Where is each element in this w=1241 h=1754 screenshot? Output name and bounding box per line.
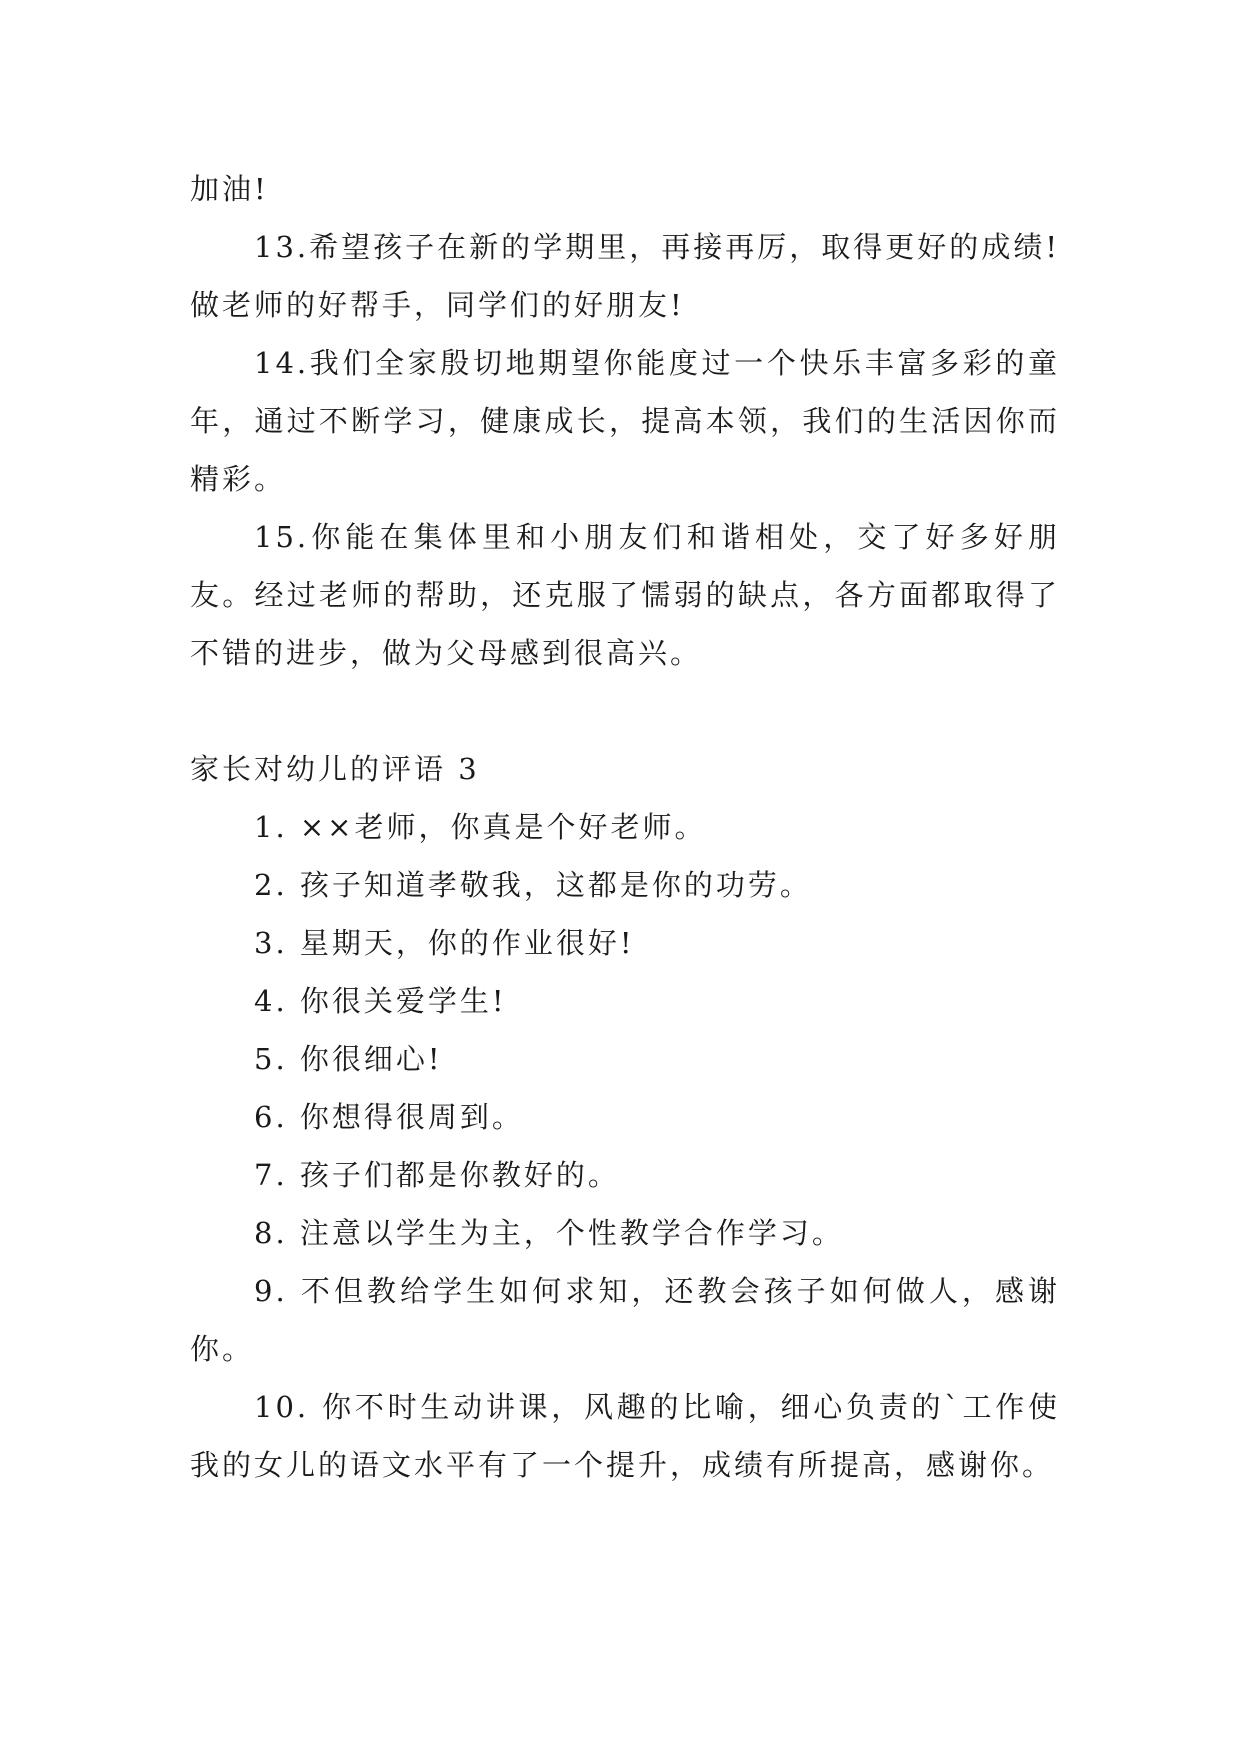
comment-item-15: 15.你能在集体里和小朋友们和谐相处，交了好多好朋友。经过老师的帮助，还克服了懦弱的缺点，各方面都取得了不错的进步，做为父母感到很高兴。 [190,520,1060,670]
parent-comment-6: 6. 你想得很周到。 [254,1100,524,1134]
parent-comment-10: 10. 你不时生动讲课，风趣的比喻，细心负责的`工作使我的女儿的语文水平有了一个提升，成绩有所提高，感谢你。 [190,1390,1060,1482]
parent-comment-1: 1. ××老师，你真是个好老师。 [254,810,707,844]
comment-item-13: 13.希望孩子在新的学期里，再接再厉，取得更好的成绩!做老师的好帮手，同学们的好朋友! [190,230,1060,322]
document-body [190,160,1060,1494]
parent-comment-8: 8. 注意以学生为主，个性教学合作学习。 [254,1216,844,1250]
parent-comment-2: 2. 孩子知道孝敬我，这都是你的功劳。 [254,868,812,902]
parent-comment-3: 3. 星期天，你的作业很好! [254,926,635,960]
comment-item-14: 14.我们全家殷切地期望你能度过一个快乐丰富多彩的童年，通过不断学习，健康成长，提高本领，我们的生活因你而精彩。 [190,346,1060,496]
section-spacer [190,682,1060,740]
section-title: 家长对幼儿的评语 3 [190,752,480,786]
parent-comment-4: 4. 你很关爱学生! [254,984,507,1018]
continuation-text: 加油! [190,172,269,206]
parent-comment-7: 7. 孩子们都是你教好的。 [254,1158,620,1192]
parent-comment-9: 9. 不但教给学生如何求知，还教会孩子如何做人，感谢你。 [190,1274,1060,1366]
parent-comment-5: 5. 你很细心! [254,1042,443,1076]
